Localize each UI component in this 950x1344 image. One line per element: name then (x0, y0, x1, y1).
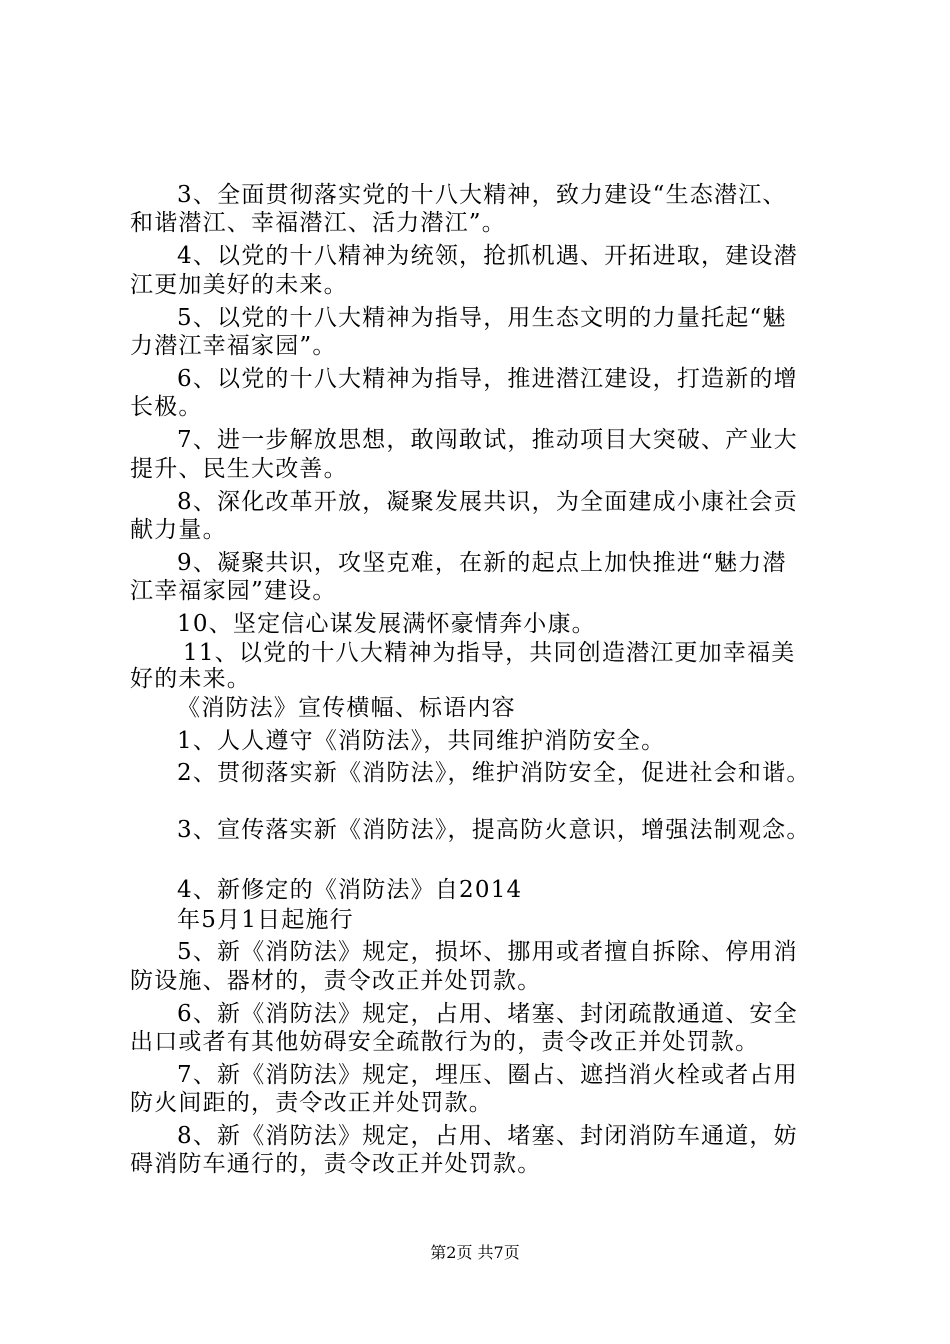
item-9-line-1: 9、凝聚共识，攻坚克难，在新的起点上加快推进“魅力潜 (177, 550, 787, 576)
item-3-line-2: 和谐潜江、幸福潜江、活力潜江”。 (130, 210, 506, 236)
item-6-line-1: 6、以党的十八大精神为指导，推进潜江建设，打造新的增 (177, 366, 798, 392)
item-10-line-1: 10、坚定信心谋发展满怀豪情奔小康。 (177, 611, 596, 637)
page-footer: 第2页 共7页 (430, 1243, 520, 1262)
item-5-line-1: 5、以党的十八大精神为指导，用生态文明的力量托起“魅 (177, 305, 787, 331)
fire-item-4-line-2: 年5月1日起施行 (177, 907, 354, 933)
section-heading: 《消防法》宣传横幅、标语内容 (177, 695, 516, 721)
item-5-line-2: 力潜江幸福家园”。 (130, 333, 337, 359)
item-11-line-2: 好的未来。 (130, 666, 251, 692)
item-9-line-2: 江幸福家园”建设。 (130, 578, 337, 604)
fire-item-5-line-1: 5、新《消防法》规定，损坏、挪用或者擅自拆除、停用消 (177, 939, 798, 965)
item-7-line-2: 提升、民生大改善。 (130, 456, 348, 482)
item-11-line-1: 11、以党的十八大精神为指导，共同创造潜江更加幸福美 (183, 640, 796, 666)
item-4-line-1: 4、以党的十八精神为统领，抢抓机遇、开拓进取，建设潜 (177, 243, 798, 269)
item-6-line-2: 长极。 (130, 394, 203, 420)
item-7-line-1: 7、进一步解放思想，敢闯敢试，推动项目大突破、产业大 (177, 427, 798, 453)
fire-item-3: 3、宣传落实新《消防法》，提高防火意识，增强法制观念。 (177, 817, 811, 843)
item-8-line-2: 献力量。 (130, 517, 227, 543)
fire-item-7-line-1: 7、新《消防法》规定，埋压、圈占、遮挡消火栓或者占用 (177, 1062, 798, 1088)
fire-item-7-line-2: 防火间距的，责令改正并处罚款。 (130, 1090, 493, 1116)
fire-item-6-line-2: 出口或者有其他妨碍安全疏散行为的，责令改正并处罚款。 (130, 1029, 760, 1055)
fire-item-2: 2、贯彻落实新《消防法》，维护消防安全，促进社会和谐。 (177, 760, 811, 786)
fire-item-5-line-2: 防设施、器材的，责令改正并处罚款。 (130, 968, 542, 994)
item-3-line-1: 3、全面贯彻落实党的十八大精神，致力建设“生态潜江、 (177, 182, 787, 208)
item-4-line-2: 江更加美好的未来。 (130, 272, 348, 298)
item-8-line-1: 8、深化改革开放，凝聚发展共识，为全面建成小康社会贡 (177, 489, 798, 515)
fire-item-6-line-1: 6、新《消防法》规定，占用、堵塞、封闭疏散通道、安全 (177, 1001, 798, 1027)
fire-item-8-line-1: 8、新《消防法》规定，占用、堵塞、封闭消防车通道，妨 (177, 1123, 798, 1149)
fire-item-8-line-2: 碍消防车通行的，责令改正并处罚款。 (130, 1151, 542, 1177)
fire-item-4-line-1: 4、新修定的《消防法》自2014 (177, 877, 523, 903)
fire-item-1: 1、人人遵守《消防法》，共同维护消防安全。 (177, 728, 666, 754)
